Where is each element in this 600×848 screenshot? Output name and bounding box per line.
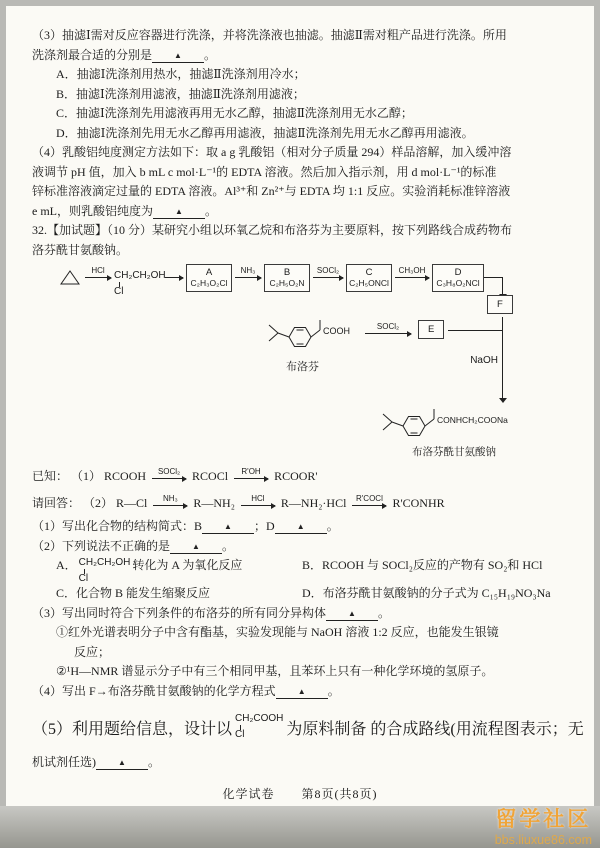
ask-prefix: 请回答： bbox=[32, 496, 81, 510]
q4-line4 bbox=[32, 202, 576, 222]
q32-sub2-row2 bbox=[32, 584, 576, 604]
answer-blank: ▲ bbox=[275, 522, 327, 534]
watermark-site: bbs.liuxue86.com bbox=[494, 833, 592, 847]
arrow-hcl: HCl bbox=[85, 265, 111, 282]
q3-option-a: A．抽滤Ⅰ洗涤剂用热水，抽滤Ⅱ洗涤剂用冷水； bbox=[56, 67, 306, 81]
answer-blank: ▲ bbox=[170, 542, 222, 554]
compound-f-box: F bbox=[487, 295, 513, 314]
footer-title: 化学试卷 bbox=[222, 787, 275, 801]
chloroacetic-acid-structure: CH₂COOH Cl bbox=[235, 713, 284, 740]
connector-e-to-f bbox=[448, 330, 502, 331]
arrow-plain bbox=[165, 265, 183, 282]
compound-d-box: D C₃H₈O₂NCl bbox=[432, 264, 484, 292]
connector-down-to-f bbox=[502, 277, 503, 295]
connector-f-down bbox=[502, 317, 503, 399]
q32-sub2-option-b: B．RCOOH 与 SOCl₂反应的产物有 SO₂和 HCl bbox=[302, 558, 543, 572]
page-footer bbox=[6, 785, 594, 802]
q4-line4-period: 。 bbox=[205, 203, 218, 218]
q32-sub5-line2: 机试剂任选) ▲ 。 bbox=[32, 755, 161, 769]
scheme-main-row bbox=[58, 263, 484, 297]
answer-blank: ▲ bbox=[276, 687, 328, 699]
synthesis-scheme bbox=[32, 263, 576, 463]
known-line1: 已知： （1） RCOOH SOCl₂ RCOCl R'OH RCOOR' bbox=[32, 467, 318, 483]
arrow-socl2: SOCl₂ bbox=[313, 265, 343, 282]
q32-title-line2: 洛芬酰甘氨酸钠。 bbox=[32, 242, 129, 257]
q32-sub3-cond1: ①红外光谱表明分子中含有酯基，实验发现能与 NaOH 溶液 1:2 反应，也能发生银镜 bbox=[56, 625, 499, 639]
q32-sub3-cond1-cont: 反应； bbox=[74, 644, 111, 659]
footer-page-number: 第8页(共8页) bbox=[301, 787, 378, 801]
known-prefix: 已知： bbox=[32, 469, 69, 483]
q32-title-line1: 32.【加试题】（10 分）某研究小组以环氧乙烷和布洛芬为主要原料，按下列路线合成药物布 bbox=[32, 223, 513, 237]
q4-line1: （4）乳酸铝纯度测定方法如下：取 a g 乳酸铝（相对分子质量 294）样品溶解，加入缓冲溶 bbox=[32, 145, 512, 159]
q3-stem-line2-text: 洗涤剂最合适的分别是 bbox=[32, 47, 153, 62]
connector-d-to-f bbox=[484, 277, 502, 278]
product-label: 布洛芬酰甘氨酸钠 bbox=[412, 447, 496, 458]
arrow-ch3oh: CH₃OH bbox=[395, 265, 429, 282]
q32-sub2-row1 bbox=[32, 556, 576, 584]
q3-option-b: B．抽滤Ⅰ洗涤剂用滤液，抽滤Ⅱ洗涤剂用滤液； bbox=[56, 86, 305, 101]
q32-sub1: （1）写出化合物的结构简式：B ▲ ；D ▲ 。 bbox=[32, 519, 339, 533]
chloroethanol-top: CH₂CH₂OH bbox=[114, 270, 166, 281]
chloroethanol-structure-inline: CH₂CH₂OH Cl bbox=[78, 557, 131, 584]
compound-e-box: E bbox=[418, 320, 444, 339]
watermark-name: 留学社区 bbox=[495, 808, 592, 831]
exam-paper bbox=[6, 6, 594, 812]
chloroethanol-cl: Cl bbox=[114, 285, 124, 297]
q32-sub2-option-c: C．化合物 B 能发生缩聚反应 bbox=[56, 586, 211, 600]
ibuprofen-label: 布洛芬 bbox=[286, 361, 319, 373]
answer-blank: ▲ bbox=[152, 51, 204, 63]
answer-blank: ▲ bbox=[326, 609, 378, 621]
q3-stem-line1: （3）抽滤Ⅰ需对反应容器进行洗涤，并将洗涤液也抽滤。抽滤Ⅱ需对粗产品进行洗涤。所用 bbox=[32, 28, 507, 42]
q32-sub2-option-a: A． CH₂CH₂OH Cl 转化为 A 为氧化反应 bbox=[56, 557, 243, 584]
watermark bbox=[495, 803, 592, 847]
known-line2: 请回答： （2） R—Cl NH₃ R—NH₂ HCl R—NH₂·HCl R'COCl R'CONHR bbox=[32, 494, 445, 510]
arrow-hcl-known: HCl bbox=[241, 493, 275, 510]
chloroethanol-structure bbox=[114, 270, 166, 297]
q32-sub2-option-d: D．布洛芬酰甘氨酸钠的分子式为 C₁₅H₁₉NO₃Na bbox=[302, 586, 551, 600]
answer-blank: ▲ bbox=[153, 207, 205, 219]
ibuprofen-structure bbox=[264, 310, 356, 356]
q3-option-c: C．抽滤Ⅰ洗涤剂先用滤液再用无水乙醇，抽滤Ⅱ洗涤剂用无水乙醇； bbox=[56, 106, 413, 120]
arrow-socl2-2: SOCl₂ bbox=[365, 321, 411, 338]
arrow-roh-known: R'OH bbox=[234, 466, 268, 483]
q32-sub3-cond2: ②¹H—NMR 谱显示分子中有三个相同甲基，且苯环上只有一种化学环境的氢原子。 bbox=[56, 664, 494, 678]
q3-stem-period: 。 bbox=[204, 47, 217, 62]
product-structure bbox=[378, 399, 528, 445]
arrow-rcocl-known: R'COCl bbox=[352, 493, 386, 510]
arrow-nh3: NH₃ bbox=[235, 265, 261, 282]
q32-sub3-stem: （3）写出同时符合下列条件的布洛芬的所有同分异构体 ▲ 。 bbox=[32, 605, 391, 620]
q3-stem-line2 bbox=[32, 46, 576, 66]
compound-b-box: B C₂H₅O₂N bbox=[264, 264, 310, 292]
q3-option-d: D．抽滤Ⅰ洗涤剂先用无水乙醇再用滤液，抽滤Ⅱ洗涤剂先用无水乙醇再用滤液。 bbox=[56, 125, 474, 140]
arrow-socl2-known: SOCl₂ bbox=[152, 466, 186, 483]
q32-sub5-line1: （5）利用题给信息，设计以 CH₂COOH Cl 为原料制备 的合成路线(用流程图表示；无 bbox=[32, 701, 576, 753]
compound-a-box: A C₂H₃O₂Cl bbox=[186, 264, 232, 292]
ethylene-oxide-structure bbox=[58, 268, 82, 288]
q32-sub2-stem: （2）下列说法不正确的是 ▲ 。 bbox=[32, 538, 235, 553]
answer-blank: ▲ bbox=[202, 522, 254, 534]
cooh-label: COOH bbox=[323, 326, 350, 336]
arrow-nh3-known: NH₃ bbox=[153, 493, 187, 510]
compound-c-box: C C₂H₅ONCl bbox=[346, 264, 392, 292]
answer-blank: ▲ bbox=[96, 758, 148, 770]
q32-sub4: （4）写出 F→布洛芬酰甘氨酸钠的化学方程式 ▲ 。 bbox=[32, 683, 340, 698]
q4-line3: 锌标准溶液滴定过量的 EDTA 溶液。Al³⁺和 Zn²⁺与 EDTA 均 1:1 反应。实验消耗标准锌溶液 bbox=[32, 184, 511, 198]
q4-line2: 液调节 pH 值，加入 b mL c mol·L⁻¹的 EDTA 溶液。然后加入指示剂，用 d mol·L⁻¹的标准 bbox=[32, 164, 497, 179]
q4-line4-text: e mL，则乳酸铝纯度为 bbox=[32, 203, 153, 218]
amide-group-label: CONHCH₂COONa bbox=[437, 415, 508, 425]
naoh-label: NaOH bbox=[470, 355, 498, 366]
